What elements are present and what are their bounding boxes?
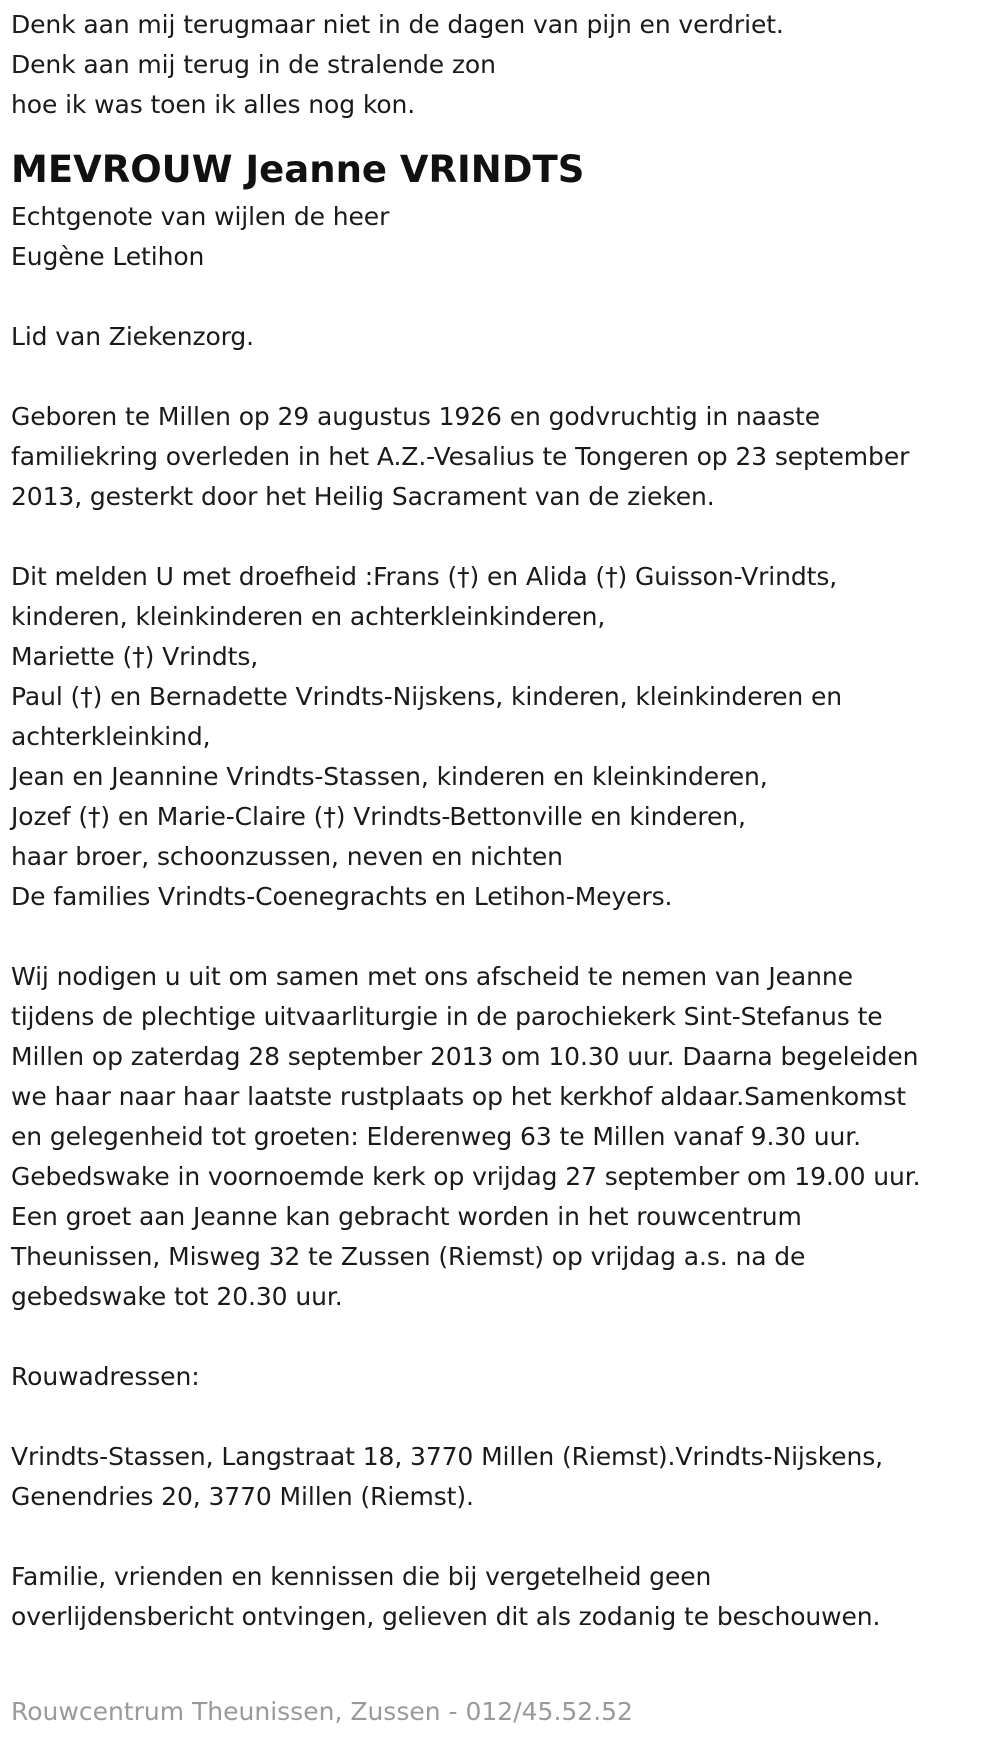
announcement-paragraph bbox=[11, 557, 991, 917]
paragraph-line: De families Vrindts-Coenegrachts en Letihon-Meyers. bbox=[11, 882, 673, 911]
paragraph-line: tijdens de plechtige uitvaarliturgie in de parochiekerk Sint-Stefanus te bbox=[11, 1002, 883, 1031]
poem bbox=[11, 5, 991, 125]
paragraph-line: Een groet aan Jeanne kan gebracht worden in het rouwcentrum bbox=[11, 1202, 802, 1231]
spacer bbox=[11, 1397, 991, 1437]
closing-paragraph bbox=[11, 1557, 991, 1637]
paragraph-line: Theunissen, Misweg 32 te Zussen (Riemst) op vrijdag a.s. na de bbox=[11, 1242, 806, 1271]
spacer bbox=[11, 517, 991, 557]
paragraph-line: Geboren te Millen op 29 augustus 1926 en godvruchtig in naaste bbox=[11, 402, 820, 431]
paragraph-line: familiekring overleden in het A.Z.-Vesalius te Tongeren op 23 september bbox=[11, 442, 910, 471]
spacer bbox=[11, 357, 991, 397]
addresses-heading: Rouwadressen: bbox=[11, 1362, 200, 1391]
spouse-info bbox=[11, 197, 991, 277]
spacer bbox=[11, 917, 991, 957]
obituary-text bbox=[11, 5, 991, 1637]
paragraph-line: Familie, vrienden en kennissen die bij vergetelheid geen bbox=[11, 1562, 712, 1591]
paragraph-line: overlijdensbericht ontvingen, gelieven dit als zodanig te beschouwen. bbox=[11, 1602, 881, 1631]
spacer bbox=[11, 1517, 991, 1557]
birth-death-paragraph bbox=[11, 397, 991, 517]
membership: Lid van Ziekenzorg. bbox=[11, 322, 255, 351]
paragraph-line: 2013, gesterkt door het Heilig Sacrament van de zieken. bbox=[11, 482, 715, 511]
paragraph-line: en gelegenheid tot groeten: Elderenweg 63 te Millen vanaf 9.30 uur. bbox=[11, 1122, 861, 1151]
paragraph-line: Mariette (†) Vrindts, bbox=[11, 642, 259, 671]
deceased-name: MEVROUW Jeanne VRINDTS bbox=[11, 148, 585, 191]
poem-line: hoe ik was toen ik alles nog kon. bbox=[11, 90, 416, 119]
spouse-line: Echtgenote van wijlen de heer bbox=[11, 202, 390, 231]
paragraph-line: Jean en Jeannine Vrindts-Stassen, kinderen en kleinkinderen, bbox=[11, 762, 768, 791]
paragraph-line: we haar naar haar laatste rustplaats op het kerkhof aldaar.Samenkomst bbox=[11, 1082, 906, 1111]
paragraph-line: Millen op zaterdag 28 september 2013 om 10.30 uur. Daarna begeleiden bbox=[11, 1042, 919, 1071]
invitation-paragraph bbox=[11, 957, 991, 1317]
paragraph-line: Jozef (†) en Marie-Claire (†) Vrindts-Bettonville en kinderen, bbox=[11, 802, 746, 831]
paragraph-line: Paul (†) en Bernadette Vrindts-Nijskens, kinderen, kleinkinderen en bbox=[11, 682, 842, 711]
paragraph-line: Gebedswake in voornoemde kerk op vrijdag 27 september om 19.00 uur. bbox=[11, 1162, 921, 1191]
spacer bbox=[11, 1317, 991, 1357]
paragraph-line: Dit melden U met droefheid :Frans (†) en Alida (†) Guisson-Vrindts, bbox=[11, 562, 838, 591]
paragraph-line: achterkleinkind, bbox=[11, 722, 211, 751]
poem-line: Denk aan mij terugmaar niet in de dagen van pijn en verdriet. bbox=[11, 10, 784, 39]
poem-line: Denk aan mij terug in de stralende zon bbox=[11, 50, 496, 79]
funeral-home-footer: Rouwcentrum Theunissen, Zussen - 012/45.52.52 bbox=[11, 1697, 633, 1726]
address-line: Vrindts-Stassen, Langstraat 18, 3770 Millen (Riemst).Vrindts-Nijskens, bbox=[11, 1442, 883, 1471]
paragraph-line: kinderen, kleinkinderen en achterkleinkinderen, bbox=[11, 602, 606, 631]
paragraph-line: gebedswake tot 20.30 uur. bbox=[11, 1282, 343, 1311]
paragraph-line: haar broer, schoonzussen, neven en nichten bbox=[11, 842, 563, 871]
spacer bbox=[11, 277, 991, 317]
address-line: Genendries 20, 3770 Millen (Riemst). bbox=[11, 1482, 474, 1511]
spouse-line: Eugène Letihon bbox=[11, 242, 205, 271]
addresses-paragraph bbox=[11, 1437, 991, 1517]
paragraph-line: Wij nodigen u uit om samen met ons afscheid te nemen van Jeanne bbox=[11, 962, 853, 991]
